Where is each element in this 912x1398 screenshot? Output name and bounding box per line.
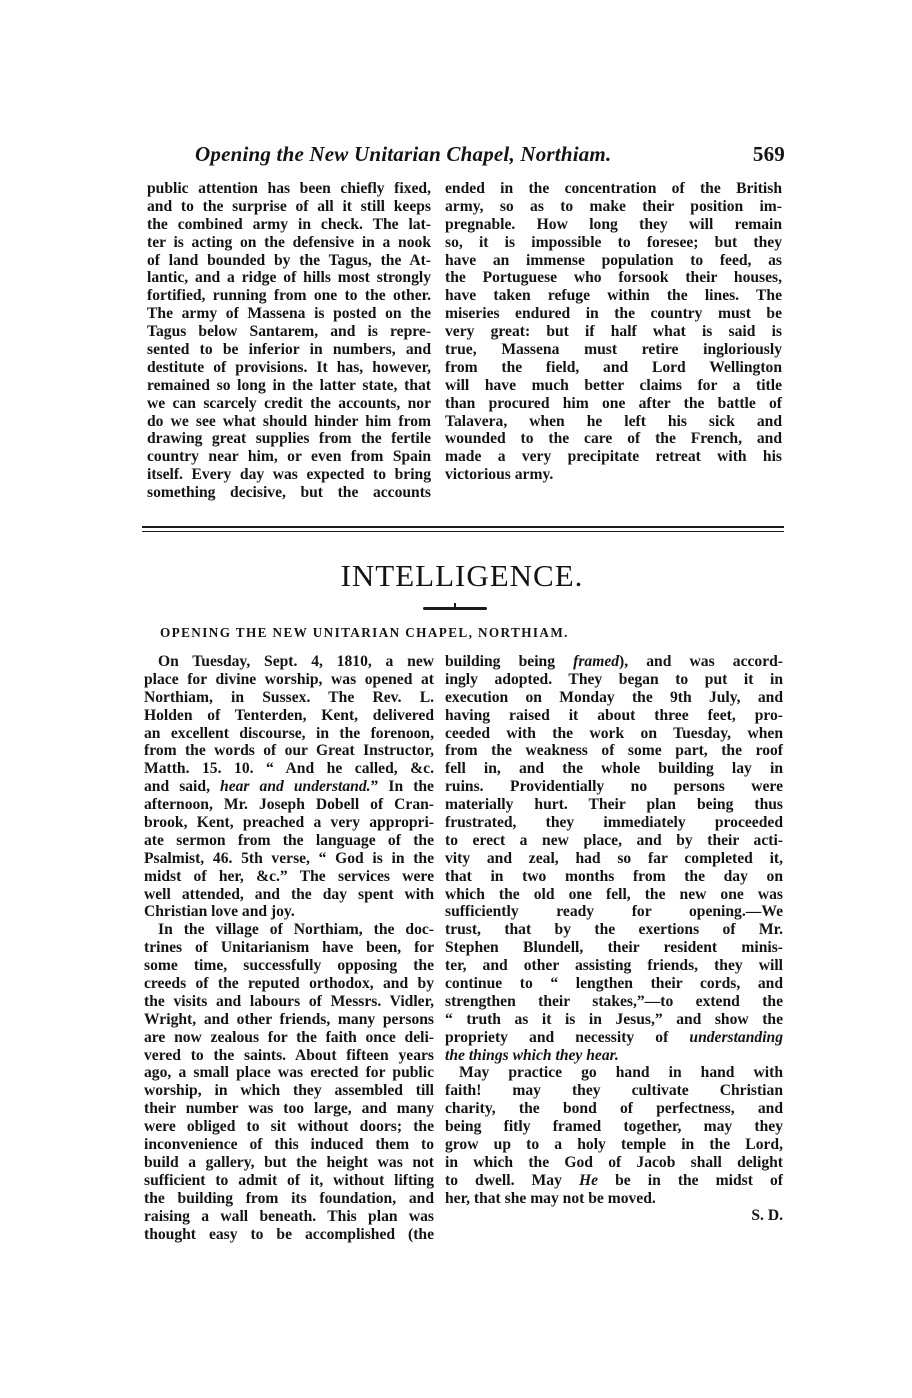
- text-line: itself. Every day was expected to bring: [147, 466, 431, 484]
- text-line: the Portuguese who forsook their houses,: [445, 269, 782, 287]
- text-line: thought easy to be accomplished (the: [144, 1225, 434, 1243]
- top-right-column: [445, 180, 782, 484]
- text-line: something decisive, but the accounts: [147, 484, 431, 502]
- text-line: Stephen Blundell, their resident minis-: [445, 939, 783, 957]
- text-line: [445, 1047, 783, 1065]
- running-head: [195, 138, 785, 174]
- text-line: do we see what should hinder him from: [147, 412, 431, 430]
- italic-text: the things which they hear.: [445, 1046, 619, 1064]
- text-line: Wright, and other friends, many persons: [144, 1010, 434, 1028]
- text-line: sufficiently ready for opening.—We: [445, 903, 783, 921]
- text-line: in which the God of Jacob shall delight: [445, 1153, 783, 1171]
- text-line: and said, hear and understand.” In the: [144, 778, 434, 796]
- text-line: miseries endured in the country must be: [445, 305, 782, 323]
- italic-text: He: [578, 1171, 598, 1189]
- text-line: so, it is impossible to foresee; but they: [445, 233, 782, 251]
- text-line: the combined army in check. The lat-: [147, 215, 431, 233]
- text-line: to dwell. May He be in the midst of: [445, 1171, 783, 1189]
- text-line: that in two months from the day on: [445, 867, 783, 885]
- text-line: pregnable. How long they will remain: [445, 215, 782, 233]
- text-line: fell in, and the whole building lay in: [445, 760, 783, 778]
- text-line: destitute of provisions. It has, however,: [147, 358, 431, 376]
- text-line: Psalmist, 46. 5th verse, “ God is in the: [144, 849, 434, 867]
- text-line: army, so as to make their position im-: [445, 197, 782, 215]
- page-number: 569: [752, 142, 785, 166]
- text-line: worship, in which they assembled till: [144, 1082, 434, 1100]
- text-line: May practice go hand in hand with: [459, 1064, 783, 1082]
- text-line: brook, Kent, preached a very appropri-: [144, 814, 434, 832]
- text-line: have an immense population to feed, as: [445, 251, 782, 269]
- text-line: public attention has been chiefly fixed,: [147, 180, 431, 197]
- text-line: from the words of our Great Instructor,: [144, 742, 434, 760]
- text-line: and to the surprise of all it still keeps: [147, 197, 431, 215]
- text-line: sufficient to admit of it, without lifting: [144, 1171, 434, 1189]
- text-line: charity, the bond of perfectness, and: [445, 1100, 783, 1118]
- section-heading: INTELLIGENCE.: [340, 558, 584, 593]
- running-head-title: Opening the New Unitarian Chapel, Northiam.: [195, 142, 612, 166]
- italic-text: framed: [573, 653, 620, 670]
- text-line: trines of Unitarianism have been, for: [144, 939, 434, 957]
- text-line: the visits and labours of Messrs. Vidler,: [144, 992, 434, 1010]
- text-line: strengthen their stakes,”—to extend the: [445, 992, 783, 1010]
- text-line: an excellent discourse, in the forenoon,: [144, 724, 434, 742]
- text-line: ter, and other assisting friends, they will: [445, 957, 783, 975]
- text-line: have taken refuge within the lines. The: [445, 287, 782, 305]
- text-line: victorious army.: [445, 466, 554, 484]
- text-line: build a gallery, but the height was not: [144, 1153, 434, 1171]
- article-signature: S. D.: [751, 1207, 783, 1224]
- text-line: ceeded with the work on Tuesday, when: [445, 724, 783, 742]
- text-line: materially hurt. Their plan being thus: [445, 796, 783, 814]
- text-line: ended in the concentration of the British: [445, 180, 782, 197]
- text-line: fortified, running from one to the other.: [147, 287, 431, 305]
- article-title: OPENING THE NEW UNITARIAN CHAPEL, NORTHIAM.: [160, 625, 569, 640]
- section-divider-rule: [142, 526, 784, 532]
- text-line: grow up to a holy temple in the Lord,: [445, 1136, 783, 1154]
- text-line: ruins. Providentially no persons were: [445, 778, 783, 796]
- text-line: being fitly framed together, may they: [445, 1118, 783, 1136]
- text-line: vity and zeal, had so far completed it,: [445, 849, 783, 867]
- text-line: building being framed), and was accord-: [445, 653, 783, 670]
- italic-text: hear and understand.: [220, 778, 371, 796]
- article-signature-wrap: [445, 1207, 783, 1225]
- text-line: raising a wall beneath. This plan was: [144, 1207, 434, 1225]
- text-line: than procured him one after the battle of: [445, 394, 782, 412]
- text-line: frustrated, they immediately proceeded: [445, 814, 783, 832]
- text-line: faith! may they cultivate Christian: [445, 1082, 783, 1100]
- text-line: propriety and necessity of understanding: [445, 1028, 783, 1046]
- text-line: The army of Massena is posted on the: [147, 305, 431, 323]
- text-line: we can scarcely credit the accounts, nor: [147, 394, 431, 412]
- text-line: of land bounded by the Tagus, the At-: [147, 251, 431, 269]
- text-line: which the old one fell, the new one was: [445, 885, 783, 903]
- text-line: will have much better claims for a title: [445, 376, 782, 394]
- text-line: their number was too large, and many: [144, 1100, 434, 1118]
- text-line: Christian love and joy.: [144, 903, 295, 921]
- text-line: execution on Monday the 9th July, and: [445, 688, 783, 706]
- text-line: Northiam, in Sussex. The Rev. L.: [144, 688, 434, 706]
- text-line: ate sermon from the language of the: [144, 831, 434, 849]
- text-line: “ truth as it is in Jesus,” and show the: [445, 1010, 783, 1028]
- text-line: made a very precipitate retreat with his: [445, 448, 782, 466]
- text-line: the building from its foundation, and: [144, 1189, 434, 1207]
- top-left-column: [147, 180, 431, 502]
- text-line: inconvenience of this induced them to: [144, 1136, 434, 1154]
- article-right-column: [445, 653, 783, 1208]
- text-line: afternoon, Mr. Joseph Dobell of Cran-: [144, 796, 434, 814]
- text-line: from the weakness of some part, the roof: [445, 742, 783, 760]
- text-line: creeds of the reputed orthodox, and by: [144, 975, 434, 993]
- text-line: Holden of Tenterden, Kent, delivered: [144, 706, 434, 724]
- text-line: Matth. 15. 10. “ And he called, &c.: [144, 760, 434, 778]
- text-line: to erect a new place, and by their acti-: [445, 831, 783, 849]
- text-line: well attended, and the day spent with: [144, 885, 434, 903]
- text-line: some time, successfully opposing the: [144, 957, 434, 975]
- text-line: very great: but if half what is said is: [445, 323, 782, 341]
- text-line: wounded to the care of the French, and: [445, 430, 782, 448]
- text-line: Tagus below Santarem, and is repre-: [147, 323, 431, 341]
- text-line: drawing great supplies from the fertile: [147, 430, 431, 448]
- text-line: continue to “ lengthen their cords, and: [445, 975, 783, 993]
- text-line: country near him, or even from Spain: [147, 448, 431, 466]
- text-line: In the village of Northiam, the doc-: [158, 921, 434, 939]
- text-line: vered to the saints. About fifteen years: [144, 1046, 434, 1064]
- text-line: Talavera, when he left his sick and: [445, 412, 782, 430]
- text-line: midst of her, &c.” The services were: [144, 867, 434, 885]
- text-line: are now zealous for the faith once deli-: [144, 1028, 434, 1046]
- text-line: place for divine worship, was opened at: [144, 670, 434, 688]
- text-line: On Tuesday, Sept. 4, 1810, a new: [158, 653, 434, 670]
- text-line: from the field, and Lord Wellington: [445, 358, 782, 376]
- text-line: ago, a small place was erected for public: [144, 1064, 434, 1082]
- text-line: true, Massena must retire ingloriously: [445, 341, 782, 359]
- italic-text: understanding: [689, 1028, 783, 1046]
- text-line: sented to be inferior in numbers, and: [147, 341, 431, 359]
- text-line: having raised it about three feet, pro-: [445, 706, 783, 724]
- ornament-rule: [423, 607, 487, 610]
- article-left-column: [144, 653, 434, 1243]
- text-line: trust, that by the exertions of Mr.: [445, 921, 783, 939]
- text-line: remained so long in the latter state, that: [147, 376, 431, 394]
- text-line: ingly adopted. They began to put it in: [445, 670, 783, 688]
- text-line: were obliged to sit without doors; the: [144, 1118, 434, 1136]
- text-line: lantic, and a ridge of hills most strongly: [147, 269, 431, 287]
- text-line: ter is acting on the defensive in a nook: [147, 233, 431, 251]
- text-line: her, that she may not be moved.: [445, 1189, 656, 1207]
